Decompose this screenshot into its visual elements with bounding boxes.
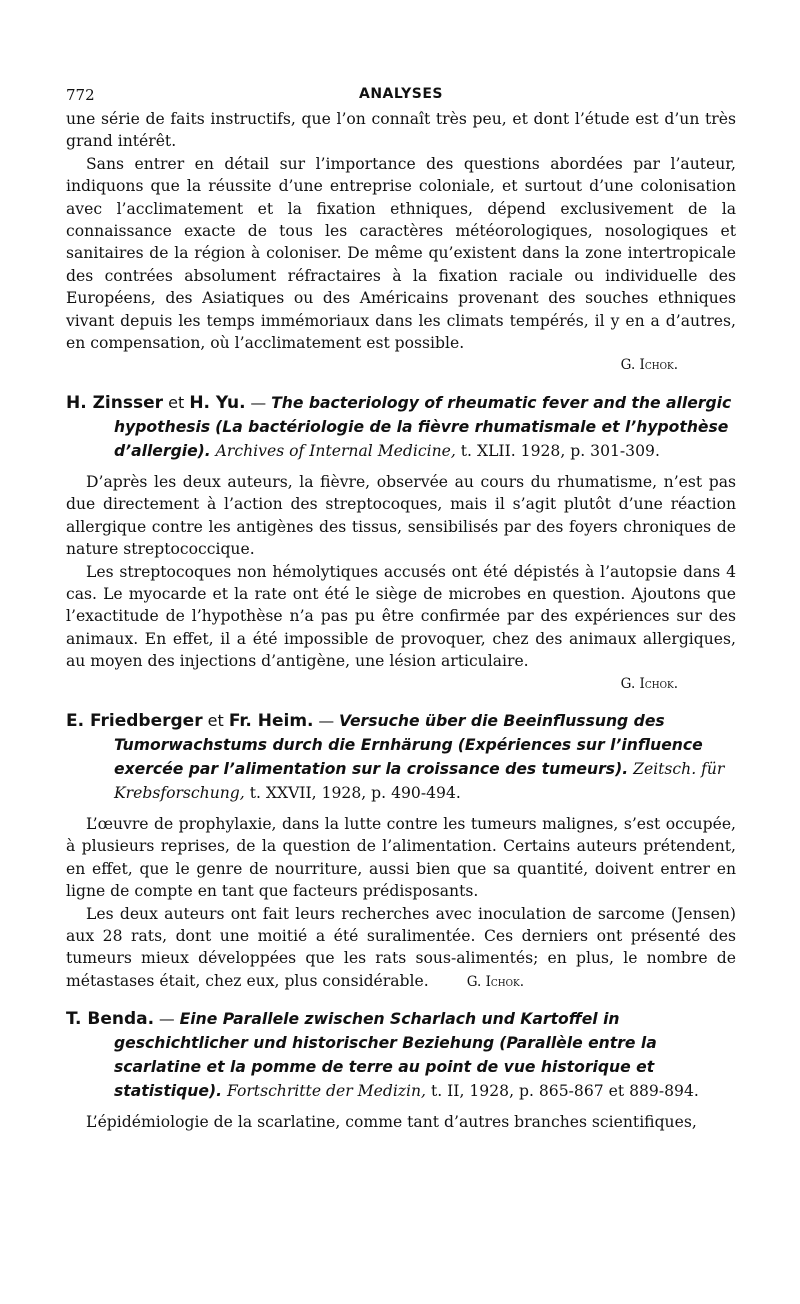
entry-friedberger-citation	[66, 709, 736, 805]
entry-benda-citation	[66, 1007, 736, 1103]
entry-title: Eine Parallele zwischen Scharlach und Kartoffel in geschichtlicher und historischer Beziehung	[114, 1010, 620, 1053]
entry-author: H. Yu.	[189, 392, 246, 413]
entry-friedberger-paragraph-1: L’œuvre de prophylaxie, dans la lutte contre les tumeurs malignes, s’est occupée, à plusieurs reprises, de la question de l’alimentation. Certains auteurs prétendent, en effet, que le genre de nourriture, aussi bien que sa quantité, doivent entrer en ligne de compte en tant que facteurs prédisposants.	[66, 814, 736, 901]
entry-pages: t. XXVII, 1928, p. 490-494.	[244, 783, 461, 802]
intro-paragraph-2: Sans entrer en détail sur l’importance des questions abordées par l’auteur, indiquons que la réussite d’une entreprise coloniale, et surtout d’une colonisation avec l’acclimatement et la fixation ethniques, dépend exclusivement de la connaissance exacte de tous les caractères météorologiques, nosologiques et sanitaires de la région à coloniser. De même qu’existent dans la zone intertropicale des contrées absolument réfractaires à la fixation raciale ou individuelle des Européens, des Asiatiques ou des Américains provenant des souches ethniques vivant depuis les temps immémoriaux dans les climats tempérés, il y en a d’autres, en compensation, où l’acclimatement est possible.	[66, 154, 736, 353]
intro-signature: G. Ichok.	[620, 357, 678, 374]
entry-title: The bacteriology of rheumatic fever and the allergic hypothesis	[114, 393, 732, 436]
entry-journal: Zeitsch. für Krebsforschung,	[114, 759, 725, 802]
entry-zinsser-paragraph-1: D’après les deux auteurs, la fièvre, observée au cours du rhumatisme, n’est pas due directement à l’action des streptocoques, mais il s’agit plutôt d’une réaction allergique contre les antigènes des tissus, sensibilisés par des foyers chroniques de nature streptococcique.	[66, 472, 736, 559]
entry-zinsser-signature: G. Ichok.	[620, 675, 678, 692]
entry-friedberger-paragraph-2	[66, 903, 736, 994]
entry-benda-paragraph-1: L’épidémiologie de la scarlatine, comme tant d’autres branches scientifiques,	[86, 1113, 697, 1132]
intro-paragraph-1: une série de faits instructifs, que l’on connaît très peu, et dont l’étude est d’un très grand intérêt.	[66, 110, 736, 151]
entry-dash: —	[245, 393, 272, 412]
entry-title: Versuche über die Beeinflussung des Tumorwachstums durch die Ernhärung	[114, 711, 665, 754]
entry-zinsser-paragraph-2: Les streptocoques non hémolytiques accusés ont été dépistés à l’autopsie dans 4 cas. Le myocarde et la rate ont été le siège de microbes en question. Ajoutons que l’exactitude de l’hypothèse n’a pas pu être confirmée par des expériences sur des animaux. En effet, il a été impossible de provoquer, chez des animaux allergiques, au moyen des injections d’antigène, une lésion articulaire.	[66, 562, 736, 671]
entry-pages: t. II, 1928, p. 865-867 et 889-894.	[426, 1082, 699, 1101]
page-number: 772	[66, 86, 95, 104]
entry-dash: —	[154, 1010, 180, 1029]
running-title: ANALYSES	[359, 86, 443, 102]
entry-friedberger-signature: G. Ichok.	[466, 973, 525, 990]
entry-journal: Fortschritte der Medizin,	[227, 1082, 427, 1101]
entry-friedberger-paragraph-2-text: Les deux auteurs ont fait leurs recherches avec inoculation de sarcome (Jensen) aux 28 rats, dont une moitié a été suralimentée. Ces derniers ont présenté des tumeurs mieux développées que les rats sous-alimentés; en plus, le nombre de métastases était, chez eux, plus considérable.	[66, 904, 736, 990]
entry-journal: Archives of Internal Medicine,	[215, 441, 456, 460]
entry-author: Fr. Heim.	[228, 710, 314, 731]
entry-dash: —	[313, 711, 340, 730]
entry-translation: (Expériences sur l’influence exercée par l’alimentation sur la croissance des tumeurs).	[114, 735, 703, 778]
entry-zinsser-citation	[66, 391, 736, 463]
entry-pages: t. XLII. 1928, p. 301-309.	[455, 441, 660, 460]
page	[66, 78, 736, 1134]
entry-conjunction: et	[202, 710, 229, 730]
entry-translation: (La bactériologie de la fièvre rhumatismale et l’hypothèse d’allergie).	[114, 417, 729, 460]
entry-translation: (Parallèle entre la scarlatine et la pomme de terre au point de vue historique et statistique).	[114, 1034, 657, 1101]
page-header	[66, 78, 736, 108]
entry-author: E. Friedberger	[66, 710, 203, 731]
entry-author: T. Benda.	[66, 1009, 155, 1030]
entry-author: H. Zinsser	[66, 392, 164, 413]
entry-conjunction: et	[163, 392, 190, 412]
